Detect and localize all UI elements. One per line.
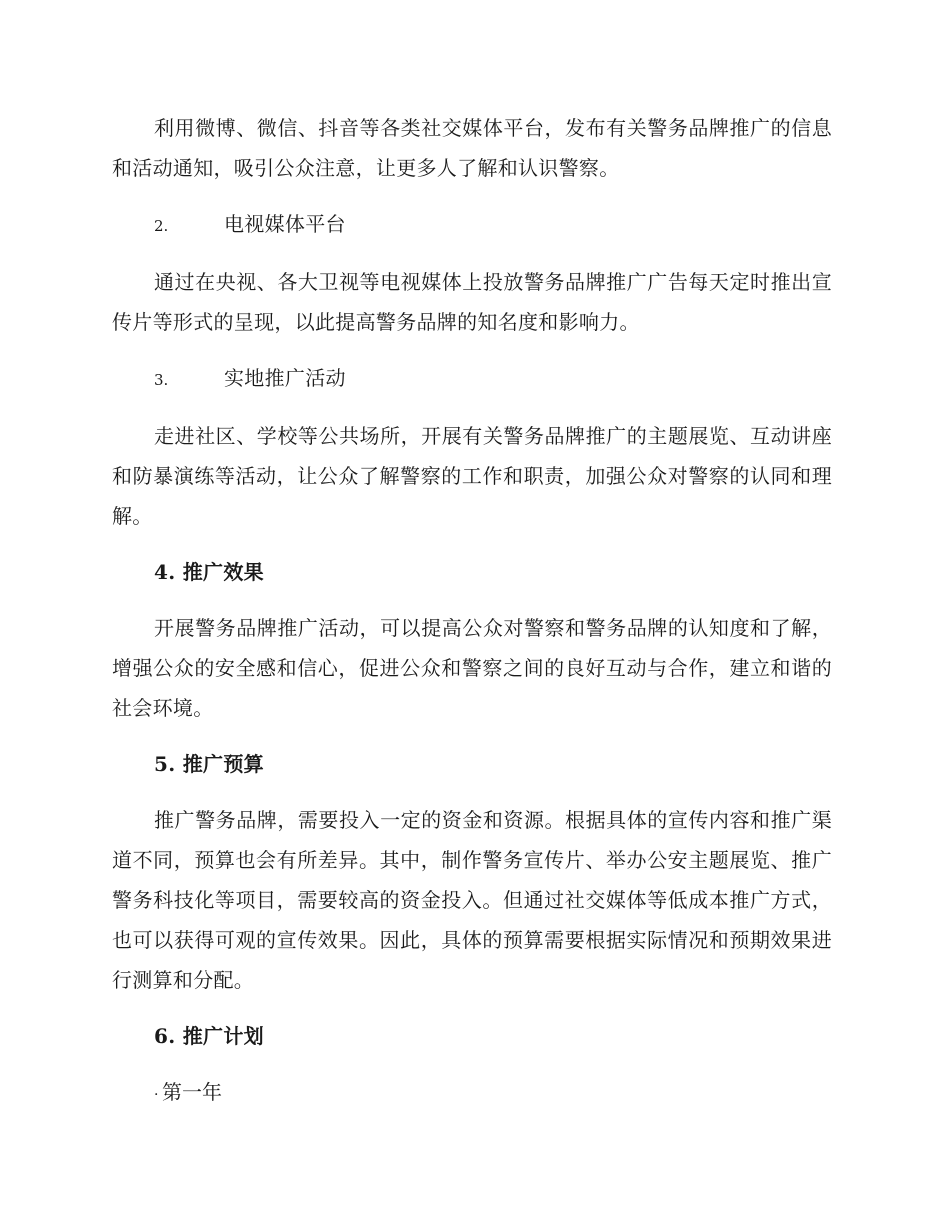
- bullet-dot-icon: ·: [154, 1087, 159, 1103]
- paragraph-tv-media: 通过在央视、各大卫视等电视媒体上投放警务品牌推广广告每天定时推出宣传片等形式的呈现，以此提高警务品牌的知名度和影响力。: [112, 270, 832, 334]
- document-page: [112, 108, 832, 1115]
- paragraph-field-activities: 走进社区、学校等公共场所，开展有关警务品牌推广的主题展览、互动讲座和防暴演练等活动，让公众了解警察的工作和职责，加强公众对警察的认同和理解。: [112, 424, 832, 528]
- heading-promotion-budget: 5. 推广预算: [154, 752, 264, 776]
- sub-item-number: 3.: [154, 371, 169, 389]
- paragraph-promotion-budget: 推广警务品牌，需要投入一定的资金和资源。根据具体的宣传内容和推广渠道不同，预算也会有所差异。其中，制作警务宣传片、举办公安主题展览、推广警务科技化等项目，需要较高的资金投入。但通过社交媒体等低成本推广方式，也可以获得可观的宣传效果。因此，具体的预算需要根据实际情况和预期效果进行测算和分配。: [112, 808, 832, 992]
- bullet-item-first-year: [112, 1072, 832, 1115]
- sub-item-field-activities: [112, 358, 832, 400]
- heading-promotion-effect: 4. 推广效果: [154, 560, 264, 584]
- sub-item-label: 实地推广活动: [224, 366, 346, 390]
- sub-item-number: 2.: [154, 217, 169, 235]
- paragraph-social-media: 利用微博、微信、抖音等各类社交媒体平台，发布有关警务品牌推广的信息和活动通知，吸引公众注意，让更多人了解和认识警察。: [112, 116, 832, 180]
- heading-promotion-plan: 6. 推广计划: [154, 1024, 264, 1048]
- bullet-label: 第一年: [162, 1080, 222, 1104]
- paragraph-promotion-effect: 开展警务品牌推广活动，可以提高公众对警察和警务品牌的认知度和了解，增强公众的安全感和信心，促进公众和警察之间的良好互动与合作，建立和谐的社会环境。: [112, 616, 832, 720]
- sub-item-tv-media: [112, 204, 832, 246]
- sub-item-label: 电视媒体平台: [224, 212, 346, 236]
